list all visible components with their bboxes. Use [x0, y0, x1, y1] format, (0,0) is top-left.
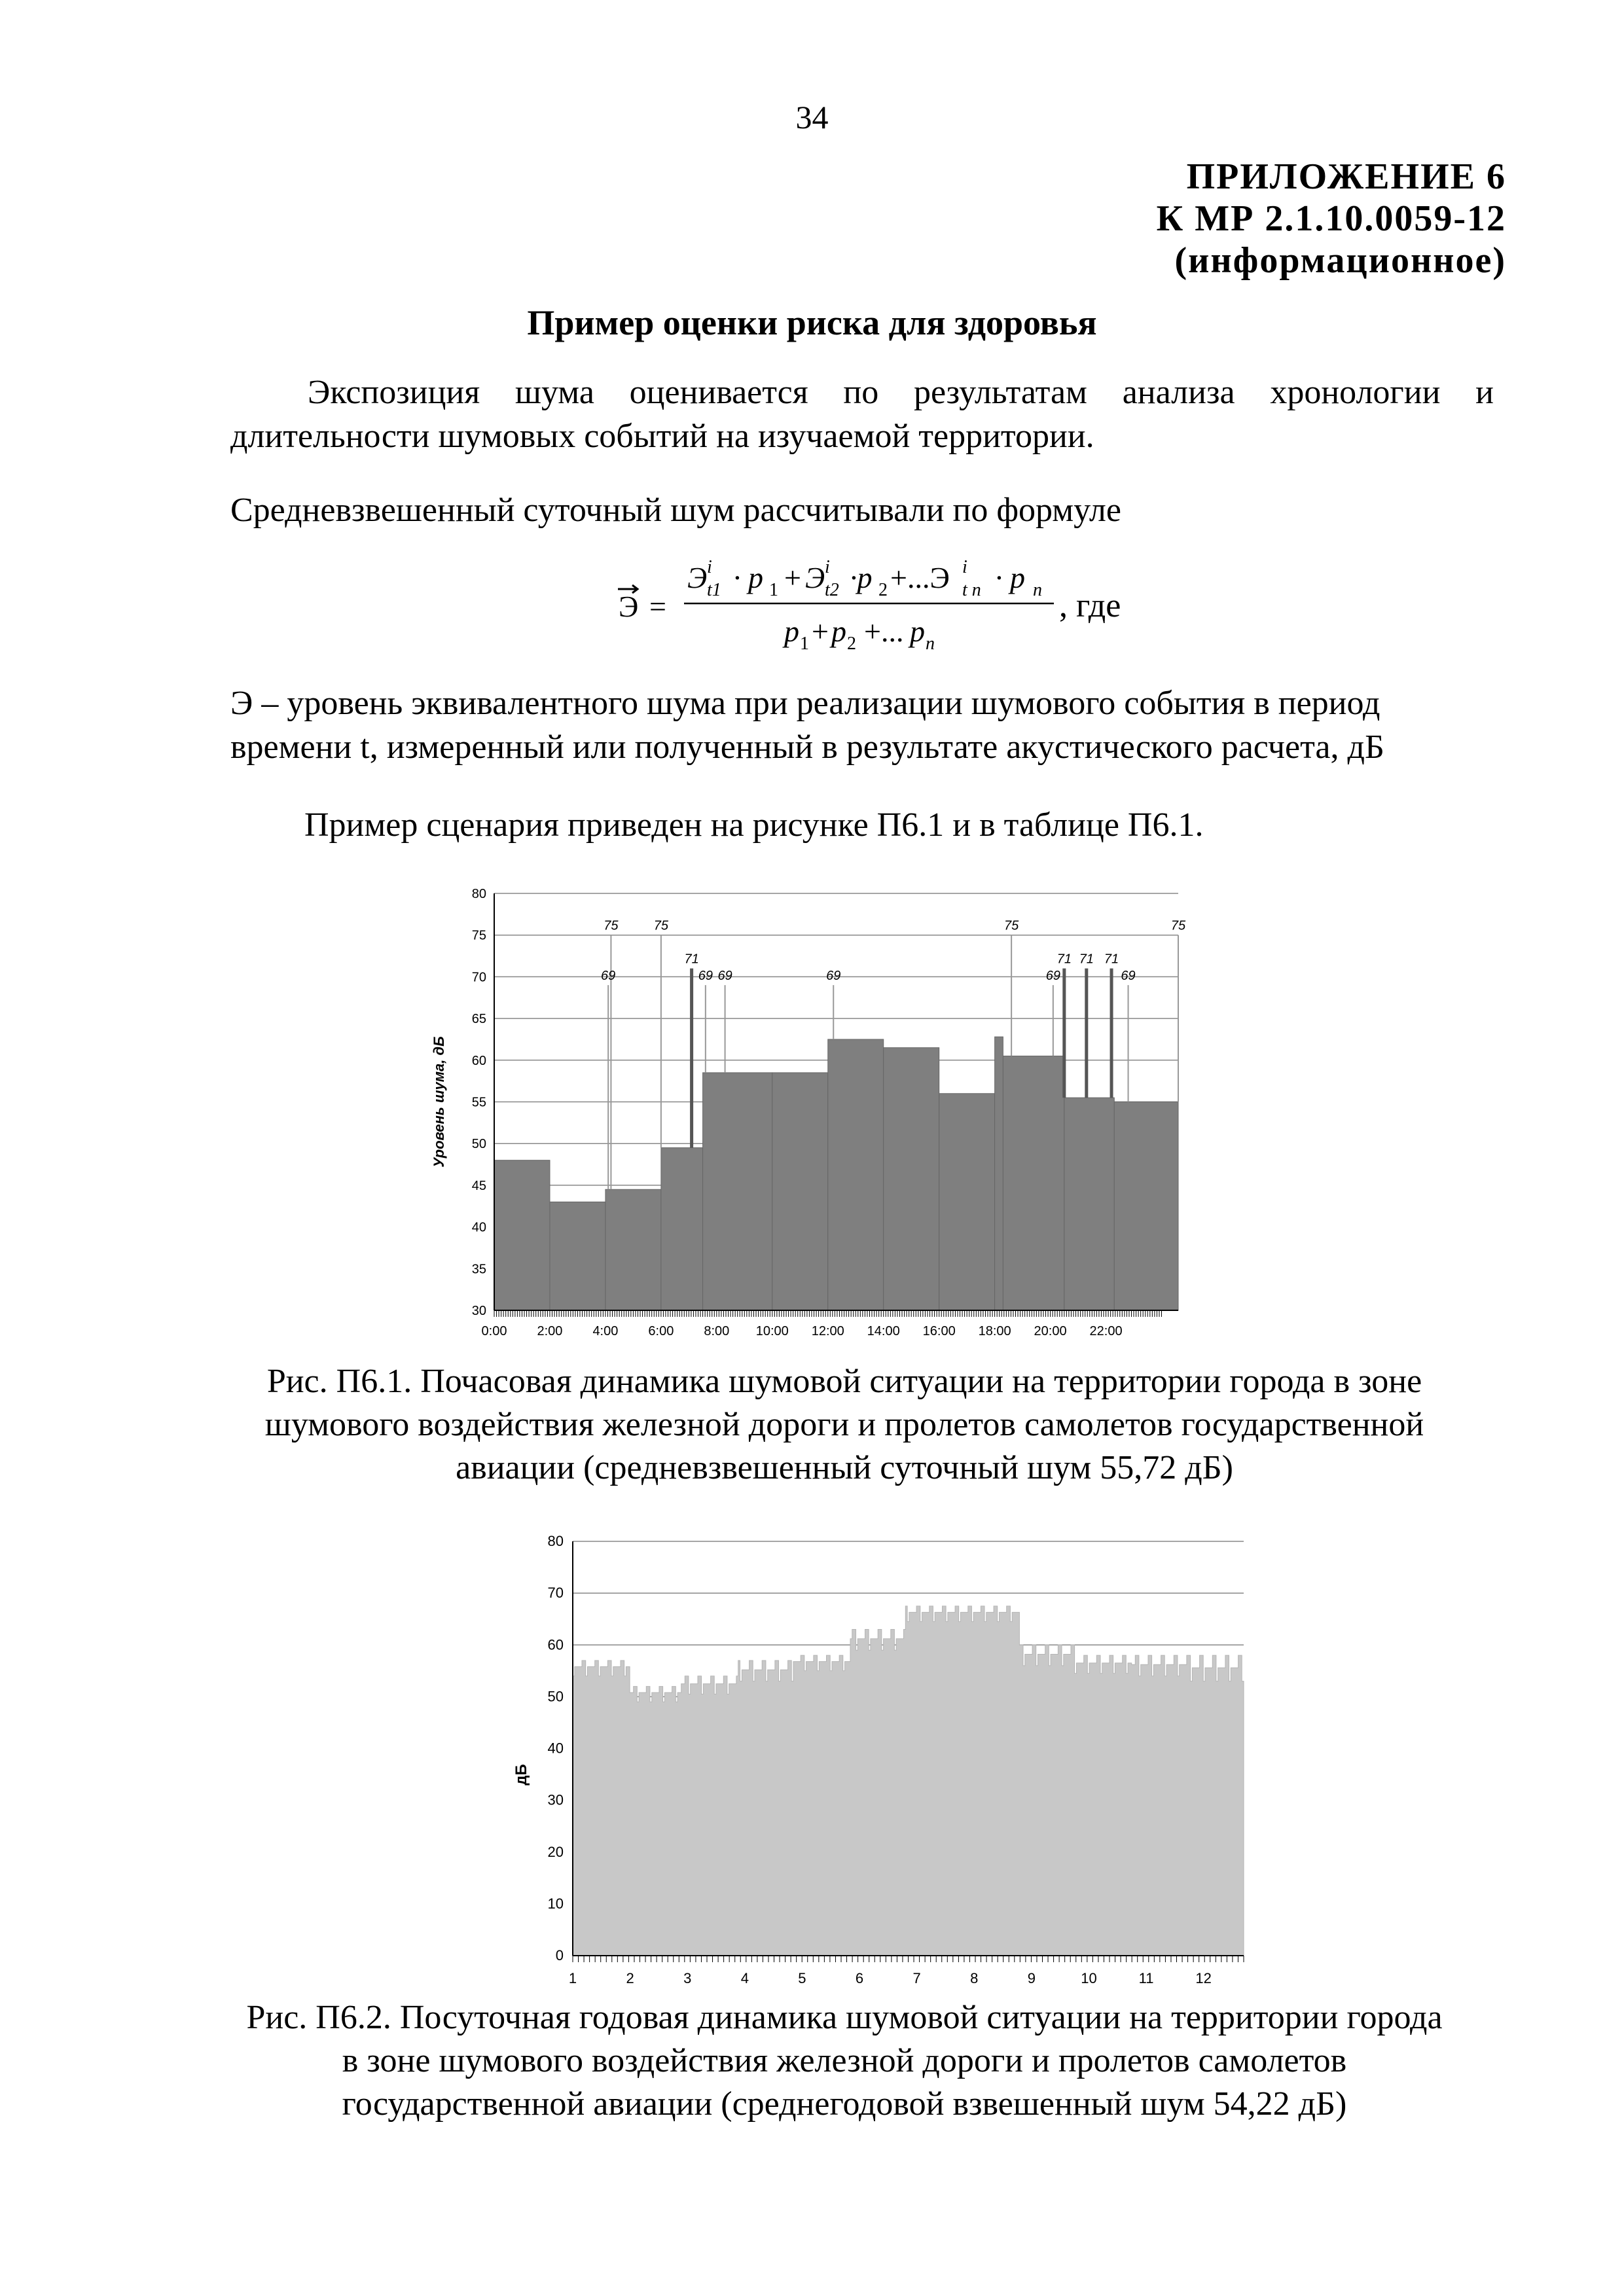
event-label: 71: [1079, 952, 1094, 967]
svg-text:p: p: [784, 615, 799, 648]
svg-text:p: p: [831, 615, 846, 648]
y-tick-label: 50: [547, 1688, 564, 1705]
svg-text:1: 1: [800, 634, 809, 654]
svg-text:n: n: [926, 634, 935, 654]
x-tick-label: 4:00: [592, 1324, 619, 1338]
y-tick-label: 0: [555, 1947, 564, 1964]
paragraph-1-line-1: Экспозиция шума оценивается по результатам анализа хронологии и: [308, 374, 1494, 411]
event-label: 69: [826, 969, 841, 984]
svg-text:+: +: [784, 561, 801, 594]
level-bar: [828, 1039, 884, 1310]
x-tick-label: 20:00: [1034, 1324, 1067, 1338]
svg-text:· p: · p: [733, 561, 763, 594]
y-tick-label: 30: [471, 1304, 486, 1318]
x-tick-label: 2: [626, 1970, 634, 1983]
appendix-title: ПРИЛОЖЕНИЕ 6: [1186, 156, 1506, 197]
section-heading: Пример оценки риска для здоровья: [527, 303, 1097, 342]
svg-text:t1: t1: [707, 580, 721, 600]
y-tick-label: 70: [547, 1585, 564, 1602]
level-bar: [772, 1073, 828, 1310]
y-tick-label: 80: [547, 1533, 564, 1549]
appendix-document-ref: К МР 2.1.10.0059-12: [1156, 198, 1506, 239]
x-tick-label: 10:00: [755, 1324, 789, 1338]
x-tick-label: 12:00: [811, 1324, 844, 1338]
x-tick-label: 16:00: [922, 1324, 956, 1338]
y-tick-label: 70: [471, 970, 486, 985]
formula-where: , где: [1059, 587, 1121, 624]
level-bar: [550, 1202, 605, 1310]
x-tick-label: 3: [683, 1970, 692, 1983]
paragraph-formula-intro: Средневзвешенный суточный шум рассчитывали по формуле: [230, 492, 1121, 529]
svg-text:+: +: [812, 615, 829, 648]
y-tick-label: 30: [547, 1791, 564, 1808]
level-bar: [1003, 1056, 1064, 1310]
y-tick-label: 65: [471, 1012, 486, 1027]
y-tick-label: 80: [471, 887, 486, 901]
svg-text:n: n: [1033, 580, 1042, 600]
y-tick-label: 50: [471, 1137, 486, 1152]
x-tick-label: 8: [970, 1970, 979, 1983]
y-tick-label: 60: [547, 1636, 564, 1653]
y-tick-label: 60: [471, 1053, 486, 1068]
paragraph-scenario: Пример сценария приведен на рисунке П6.1 и в таблице П6.1.: [304, 806, 1204, 844]
figure-1-caption-line-2: шумового воздействия железной дороги и пролетов самолетов государственной: [264, 1406, 1424, 1443]
y-tick-label: 35: [471, 1262, 486, 1277]
x-tick-label: 14:00: [867, 1324, 900, 1338]
hourly-noise-chart: [419, 870, 1204, 1342]
page-number: 34: [795, 99, 829, 135]
event-label: 71: [1104, 952, 1119, 967]
x-tick-label: 6: [855, 1970, 864, 1983]
x-tick-label: 6:00: [648, 1324, 674, 1338]
level-bar: [995, 1037, 1003, 1310]
svg-text:i: i: [825, 557, 830, 577]
figure-2-caption-line-3: государственной авиации (среднегодовой взвешенный шум 54,22 дБ): [342, 2085, 1347, 2123]
figure-2-caption-line-1: Рис. П6.2. Посуточная годовая динамика шумовой ситуации на территории города: [246, 1999, 1443, 2036]
x-tick-label: 22:00: [1089, 1324, 1123, 1338]
x-tick-label: 0:00: [481, 1324, 507, 1338]
formula-equals: =: [649, 590, 666, 623]
x-tick-label: 9: [1027, 1970, 1036, 1983]
svg-text:·p: ·p: [850, 561, 873, 594]
figure-2-caption-line-2: в зоне шумового воздействия железной дороги и пролетов самолетов: [342, 2042, 1347, 2079]
svg-text:p: p: [910, 615, 925, 648]
figure-1-caption-line-1: Рис. П6.1. Почасовая динамика шумовой ситуации на территории города в зоне: [266, 1363, 1422, 1400]
svg-text:2: 2: [878, 580, 888, 600]
event-label: 75: [653, 918, 669, 933]
x-tick-label: 12: [1195, 1970, 1212, 1983]
event-label: 69: [601, 969, 616, 984]
event-label: 69: [1121, 969, 1136, 984]
svg-text:Э: Э: [805, 561, 825, 594]
svg-text:t2: t2: [825, 580, 839, 600]
formula-numerator-e1: Э: [687, 561, 708, 594]
weighted-noise-formula: [609, 550, 1172, 668]
paragraph-1-line-2: длительности шумовых событий на изучаемой территории.: [230, 418, 1094, 455]
svg-text:+...Э: +...Э: [890, 561, 950, 594]
level-bar: [939, 1094, 995, 1310]
figure-1-caption-line-3: авиации (средневзвешенный суточный шум 55,72 дБ): [456, 1449, 1233, 1486]
svg-text:2: 2: [847, 634, 856, 654]
x-tick-label: 10: [1081, 1970, 1097, 1983]
svg-text:t n: t n: [962, 580, 981, 600]
y-axis-label: дБ: [513, 1764, 530, 1785]
appendix-status: (информационное): [1174, 240, 1506, 281]
event-label: 71: [684, 952, 699, 967]
x-tick-label: 2:00: [537, 1324, 563, 1338]
level-bar: [494, 1160, 550, 1310]
svg-text:· p: · p: [995, 561, 1025, 594]
y-tick-label: 10: [547, 1895, 564, 1912]
x-tick-label: 5: [798, 1970, 806, 1983]
event-label: 75: [604, 918, 619, 933]
y-tick-label: 40: [547, 1740, 564, 1757]
event-label: 69: [698, 969, 713, 984]
svg-text:1: 1: [769, 580, 778, 600]
x-tick-label: 18:00: [978, 1324, 1011, 1338]
event-label: 71: [1056, 952, 1072, 967]
level-bar: [703, 1073, 772, 1310]
y-tick-label: 40: [471, 1220, 486, 1235]
daily-noise-area: [573, 1606, 1244, 1956]
level-bar: [661, 1148, 703, 1310]
formula-lhs: Э: [619, 590, 639, 623]
event-label: 69: [1045, 969, 1060, 984]
event-label: 75: [1003, 918, 1019, 933]
y-tick-label: 55: [471, 1095, 486, 1110]
x-tick-label: 1: [568, 1970, 577, 1983]
x-tick-label: 8:00: [704, 1324, 730, 1338]
svg-text:+...: +...: [864, 615, 904, 648]
paragraph-definition-line-1: Э – уровень эквивалентного шума при реализации шумового события в период: [230, 685, 1380, 722]
event-label: 69: [717, 969, 732, 984]
x-tick-label: 11: [1138, 1970, 1154, 1983]
event-label: 75: [1170, 918, 1186, 933]
paragraph-definition-line-2: времени t, измеренный или полученный в результате акустического расчета, дБ: [230, 728, 1384, 766]
y-tick-label: 45: [471, 1178, 486, 1193]
level-bar: [605, 1189, 661, 1310]
level-bar: [1064, 1098, 1114, 1310]
svg-text:i: i: [707, 557, 712, 577]
x-tick-label: 4: [740, 1970, 749, 1983]
svg-text:i: i: [962, 557, 967, 577]
x-tick-label: 7: [912, 1970, 921, 1983]
level-bar: [1114, 1102, 1178, 1311]
y-tick-label: 20: [547, 1843, 564, 1860]
y-tick-label: 75: [471, 928, 486, 943]
y-axis-label: Уровень шума, дБ: [431, 1036, 447, 1168]
daily-annual-noise-chart: [504, 1525, 1263, 1983]
level-bar: [884, 1048, 939, 1310]
